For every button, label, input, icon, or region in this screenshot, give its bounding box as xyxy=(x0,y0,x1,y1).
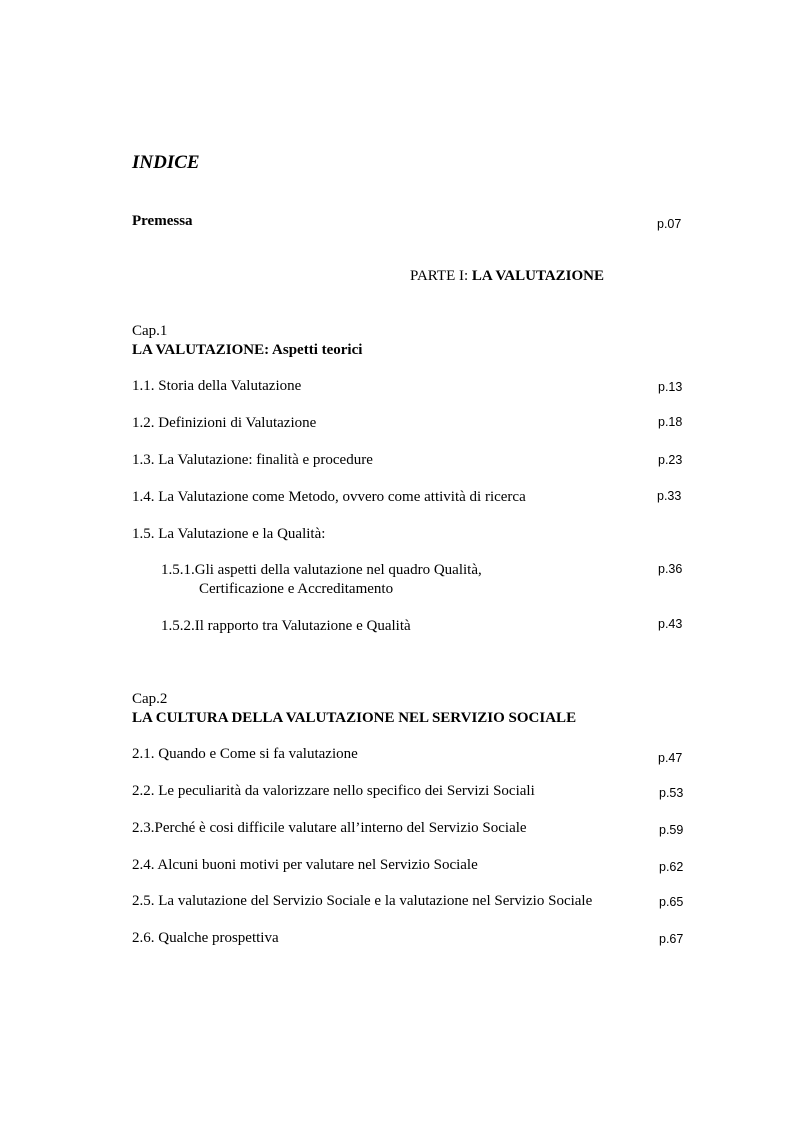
toc-entry-2-4[interactable]: 2.4. Alcuni buoni motivi per valutare nel Servizio Sociale xyxy=(132,857,478,873)
chapter2-title[interactable]: LA CULTURA DELLA VALUTAZIONE NEL SERVIZIO SOCIALE xyxy=(132,710,577,726)
toc-entry-2-3[interactable]: 2.3.Perché è cosi difficile valutare all’interno del Servizio Sociale xyxy=(132,820,527,836)
toc-entry-2-2[interactable]: 2.2. Le peculiarità da valorizzare nello specifico dei Servizi Sociali xyxy=(132,783,535,799)
subentry-line1: Il rapporto tra Valutazione e Qualità xyxy=(194,618,411,634)
toc-entry-2-6[interactable]: 2.6. Qualche prospettiva xyxy=(132,930,279,946)
subentry-number: 1.5.1. xyxy=(161,562,195,578)
toc-entry-2-1[interactable]: 2.1. Quando e Come si fa valutazione xyxy=(132,746,358,762)
toc-entry-2-5[interactable]: 2.5. La valutazione del Servizio Sociale e la valutazione nel Servizio Sociale xyxy=(132,893,593,909)
toc-subentry-1-5-1[interactable] xyxy=(161,561,482,599)
toc-page-2-6: p.67 xyxy=(659,932,684,946)
chapter1-title[interactable]: LA VALUTAZIONE: Aspetti teorici xyxy=(132,342,363,358)
toc-subentry-1-5-2[interactable] xyxy=(161,617,411,636)
subentry-number: 1.5.2. xyxy=(161,618,195,634)
toc-entry-1-3[interactable]: 1.3. La Valutazione: finalità e procedure xyxy=(132,452,373,468)
index-title: INDICE xyxy=(132,152,200,173)
toc-entry-1-4[interactable]: 1.4. La Valutazione come Metodo, ovvero come attività di ricerca xyxy=(132,489,526,505)
subentry-line2: Certificazione e Accreditamento xyxy=(199,581,394,597)
toc-page-1-5-2: p.43 xyxy=(658,617,683,631)
toc-page-1-5-1: p.36 xyxy=(658,562,683,576)
toc-entry-1-5[interactable]: 1.5. La Valutazione e la Qualità: xyxy=(132,526,326,542)
chapter1-cap: Cap.1 xyxy=(132,323,168,339)
toc-page-1-4: p.33 xyxy=(657,489,682,503)
part-prefix: PARTE I: xyxy=(410,268,472,284)
part-heading xyxy=(410,267,604,285)
toc-page-1-3: p.23 xyxy=(658,453,683,467)
premessa-page: p.07 xyxy=(657,217,682,231)
toc-page-2-2: p.53 xyxy=(659,786,684,800)
toc-page-2-4: p.62 xyxy=(659,860,684,874)
toc-entry-1-1[interactable]: 1.1. Storia della Valutazione xyxy=(132,378,302,394)
subentry-line1: Gli aspetti della valutazione nel quadro Qualità, xyxy=(194,562,482,578)
toc-page-2-5: p.65 xyxy=(659,895,684,909)
toc-page-1-1: p.13 xyxy=(658,380,683,394)
part-title: LA VALUTAZIONE xyxy=(471,268,605,284)
toc-page-2-3: p.59 xyxy=(659,823,684,837)
premessa-label[interactable]: Premessa xyxy=(132,213,193,229)
toc-entry-1-2[interactable]: 1.2. Definizioni di Valutazione xyxy=(132,415,317,431)
toc-page-2-1: p.47 xyxy=(658,751,683,765)
chapter2-cap: Cap.2 xyxy=(132,691,168,707)
toc-page-1-2: p.18 xyxy=(658,415,683,429)
